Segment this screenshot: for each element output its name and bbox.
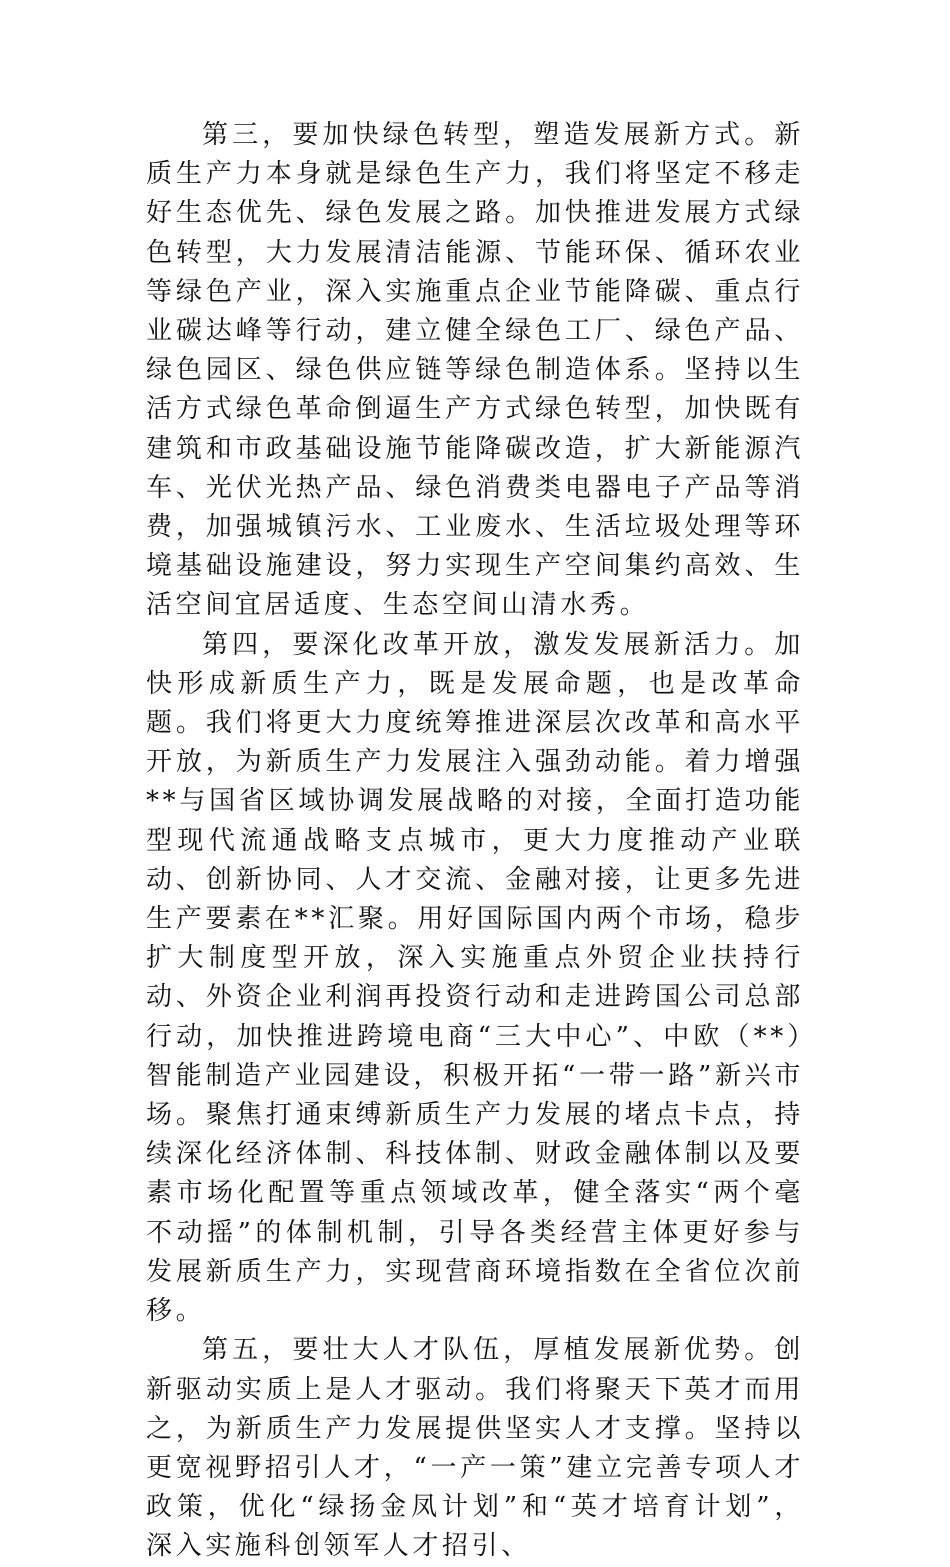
paragraph-green-transformation: 第三，要加快绿色转型，塑造发展新方式。新质生产力本身就是绿色生产力，我们将坚定不移走好生态优先、绿色发展之路。加快推进发展方式绿色转型，大力发展清洁能源、节能环保、循环农业等绿色产业，深入实施重点企业节能降碳、重点行业碳达峰等行动，建立健全绿色工厂、绿色产品、绿色园区、绿色供应链等绿色制造体系。坚持以生活方式绿色革命倒逼生产方式绿色转型，加快既有建筑和市政基础设施节能降碳改造，扩大新能源汽车、光伏光热产品、绿色消费类电器电子产品等消费，加强城镇污水、工业废水、生活垃圾处理等环境基础设施建设，努力实现生产空间集约高效、生活空间宜居适度、生态空间山清水秀。 <box>146 120 804 621</box>
document-page <box>146 116 804 1567</box>
paragraph-reform-opening: 第四，要深化改革开放，激发发展新活力。加快形成新质生产力，既是发展命题，也是改革命题。我们将更大力度统筹推进深层次改革和高水平开放，为新质生产力发展注入强劲动能。着力增强**与国省区域协调发展战略的对接，全面打造功能型现代流通战略支点城市，更大力度推动产业联动、创新协同、人才交流、金融对接，让更多先进生产要素在**汇聚。用好国际国内两个市场，稳步扩大制度型开放，深入实施重点外贸企业扶持行动、外资企业利润再投资行动和走进跨国公司总部行动，加快推进跨境电商“三大中心”、中欧（**）智能制造产业园建设，积极开拓“一带一路”新兴市场。聚焦打通束缚新质生产力发展的堵点卡点，持续深化经济体制、科技体制、财政金融体制以及要素市场化配置等重点领域改革，健全落实“两个毫不动摇”的体制机制，引导各类经营主体更好参与发展新质生产力，实现营商环境指数在全省位次前移。 <box>146 629 804 1327</box>
paragraph-talent-team: 第五，要壮大人才队伍，厚植发展新优势。创新驱动实质上是人才驱动。我们将聚天下英才而用之，为新质生产力发展提供坚实人才支撑。坚持以更宽视野招引人才，“一产一策”建立完善专项人才政策，优化“绿扬金凤计划”和“英才培育计划”，深入实施科创领军人才招引、 <box>146 1335 804 1562</box>
